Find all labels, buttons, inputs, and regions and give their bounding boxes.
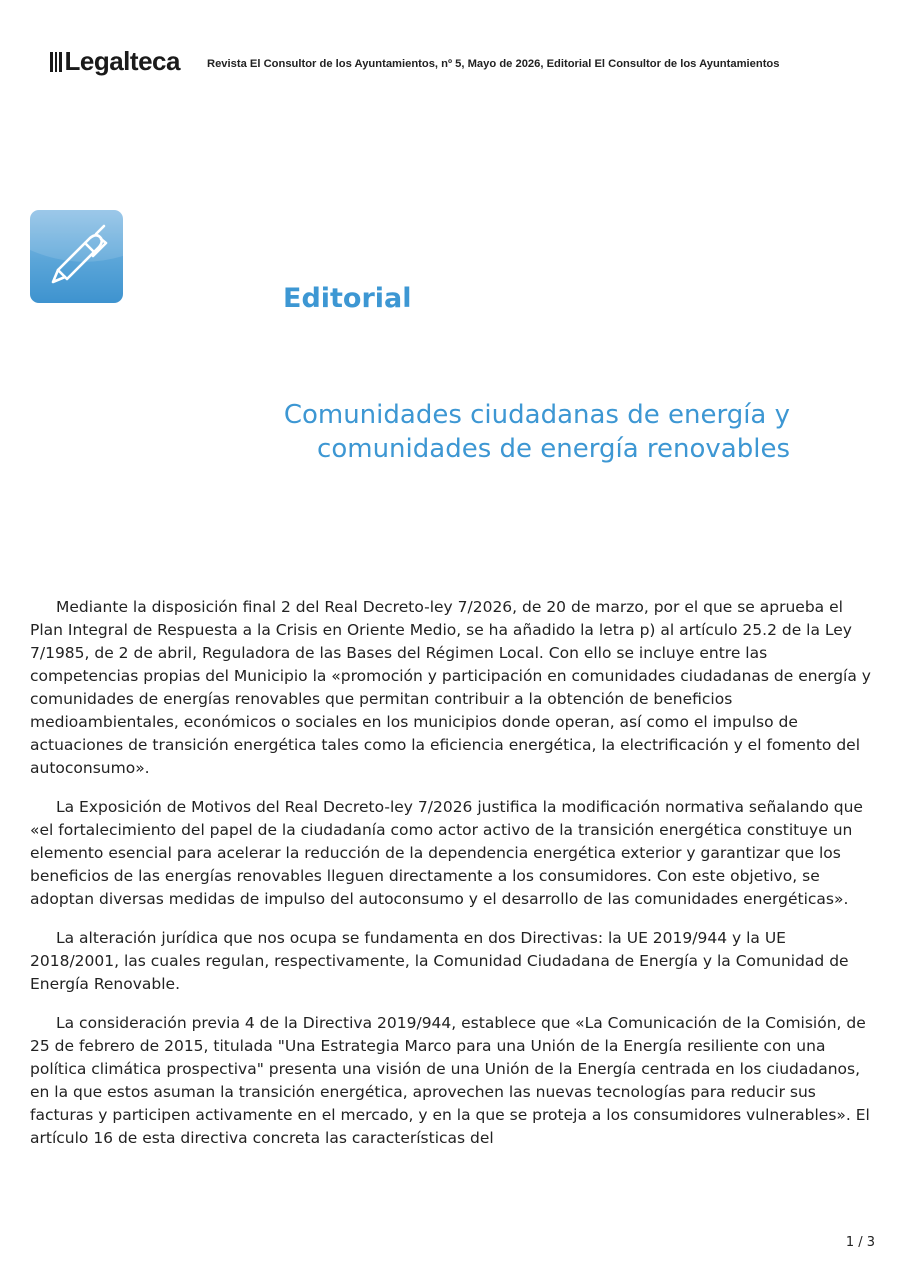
article-title-line: Comunidades ciudadanas de energía y bbox=[283, 400, 790, 430]
paragraph: La Exposición de Motivos del Real Decreto-ley 7/2026 justifica la modificación normativa señalando que «el fortalecimiento del papel de la ciudadanía como actor activo de la transición energética constituye un elemento esencial para acelerar la reducción de la dependencia energética exterior y garantizar que los beneficios de las energías renovables lleguen directamente a los consumidores. Con este objetivo, se adoptan diversas medidas de impulso del autoconsumo y el desarrollo de las comunidades energéticas». bbox=[30, 798, 863, 908]
article-title bbox=[240, 398, 790, 466]
paragraph: Mediante la disposición final 2 del Real Decreto-ley 7/2026, de 20 de marzo, por el que se aprueba el Plan Integral de Respuesta a la Crisis en Oriente Medio, se ha añadido la letra p) al artículo 25.2 de la Ley 7/1985, de 2 de abril, Reguladora de las Bases del Régimen Local. Con ello se incluye entre las competencias propias del Municipio la «promoción y participación en comunidades ciudadanas de energía y comunidades de energías renovables que permitan contribuir a la obtención de beneficios medioambientales, económicos o sociales en los municipios donde operan, así como el impulso de actuaciones de transición energética tales como la eficiencia energética, la electrificación y el fomento del autoconsumo». bbox=[30, 598, 871, 777]
section-label: Editorial bbox=[283, 283, 412, 314]
paragraph: La consideración previa 4 de la Directiva 2019/944, establece que «La Comunicación de la Comisión, de 25 de febrero de 2015, titulada "Una Estrategia Marco para una Unión de la Energía resiliente con una política climática prospectiva" presenta una visión de una Unión de la Energía centrada en los ciudadanos, en la que estos asuman la transición energética, aprovechen las nuevas tecnologías para reducir sus facturas y participen activamente en el mercado, y en la que se proteja a los consumidores vulnerables». El artículo 16 de esta directiva concreta las características del bbox=[30, 1014, 870, 1147]
pen-icon bbox=[30, 210, 123, 303]
publication-header: Revista El Consultor de los Ayuntamientos, nº 5, Mayo de 2026, Editorial El Consultor de los Ayuntamientos bbox=[207, 58, 780, 70]
article-title-line: comunidades de energía renovables bbox=[317, 434, 790, 464]
page-number: 1 / 3 bbox=[845, 1235, 875, 1250]
logo-bars-icon bbox=[50, 52, 62, 72]
legalteca-logo bbox=[50, 46, 180, 77]
paragraph: La alteración jurídica que nos ocupa se fundamenta en dos Directivas: la UE 2019/944 y la UE 2018/2001, las cuales regulan, respectivamente, la Comunidad Ciudadana de Energía y la Comunidad de Energía Renovable. bbox=[30, 929, 849, 993]
logo-text: Legalteca bbox=[64, 46, 180, 76]
article-body bbox=[30, 596, 878, 1166]
